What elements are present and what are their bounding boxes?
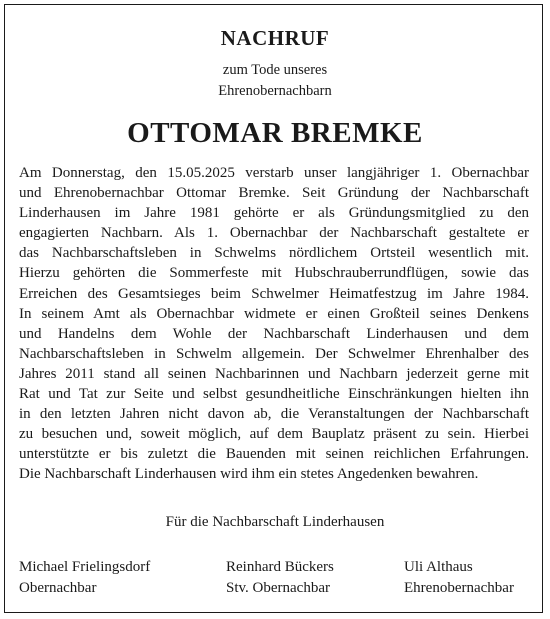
signoff-line: Für die Nachbarschaft Linderhausen <box>165 514 385 530</box>
notice-subline-1: zum Tode unseres <box>222 62 328 78</box>
signatory-name: Uli Althaus <box>404 559 473 575</box>
signatory-2 <box>226 557 334 599</box>
body-line: Nachbarschaftsleben in Schwelm allgemein. Der Schwelmer Ehrenhalber des <box>19 345 529 362</box>
body-line: zu besuchen und, soweit möglich, auf dem Bauplatz präsent zu sein. Hierbei <box>19 426 529 443</box>
signatory-name: Reinhard Bückers <box>226 559 334 575</box>
body-line: und Ehrenobernachbar Ottomar Bremke. Seit Gründung der Nachbarschaft <box>19 185 529 202</box>
body-line: Erreichen des Gesamtsieges beim Schwelmer Heimatfestzug im Jahre 1984. <box>19 285 529 302</box>
signatory-role: Ehrenobernachbar <box>404 580 514 596</box>
signatory-1 <box>19 557 150 599</box>
notice-body <box>19 163 529 485</box>
notice-heading: NACHRUF <box>220 26 330 50</box>
body-line: Die Nachbarschaft Linderhausen wird ihm ein stetes Angedenken bewahren. <box>19 466 479 483</box>
body-line: Hierzu gehörten die Sommerfeste mit Hubschrauberrundflügen, sowie das <box>19 265 529 282</box>
notice-subline-2: Ehrenobernachbarn <box>218 83 332 99</box>
body-line: das Nachbarschaftsleben in Schwelms nördlichem Ortsteil wesentlich mit. <box>19 245 529 262</box>
body-line: Am Donnerstag, den 15.05.2025 verstarb unser langjähriger 1. Obernachbar <box>19 165 529 181</box>
signatory-role: Obernachbar <box>19 580 97 596</box>
signatory-name: Michael Frielingsdorf <box>19 559 151 575</box>
body-line: In seinem Amt als Obernachbar widmete er einen Großteil seines Denkens <box>19 305 529 322</box>
body-line: Jahres 2011 stand all seinen Nachbarinnen und Nachbarn jederzeit gerne mit <box>19 365 529 382</box>
body-line: unterstützte er bis zuletzt die Bauenden mit seinen reichlichen Erfahrungen. <box>19 446 529 463</box>
signatory-role: Stv. Obernachbar <box>226 580 330 596</box>
body-line: Linderhausen im Jahre 1981 gehörte er als Gründungsmitglied zu den <box>19 205 529 222</box>
deceased-name: OTTOMAR BREMKE <box>127 117 423 149</box>
body-line: in den letzten Jahren nicht davon ab, die Veranstaltungen der Nachbarschaft <box>19 406 529 423</box>
body-line: engagierten Nachbarn. Als 1. Obernachbar der Nachbarschaft gestaltete er <box>19 225 529 242</box>
body-line: Rat und Tat zur Seite und selbst gesundheitliche Einschränkungen hielten ihn <box>19 386 529 403</box>
body-line: und Handelns dem Wohle der Nachbarschaft Linderhausen und dem <box>19 325 529 342</box>
signatory-3 <box>404 557 514 599</box>
